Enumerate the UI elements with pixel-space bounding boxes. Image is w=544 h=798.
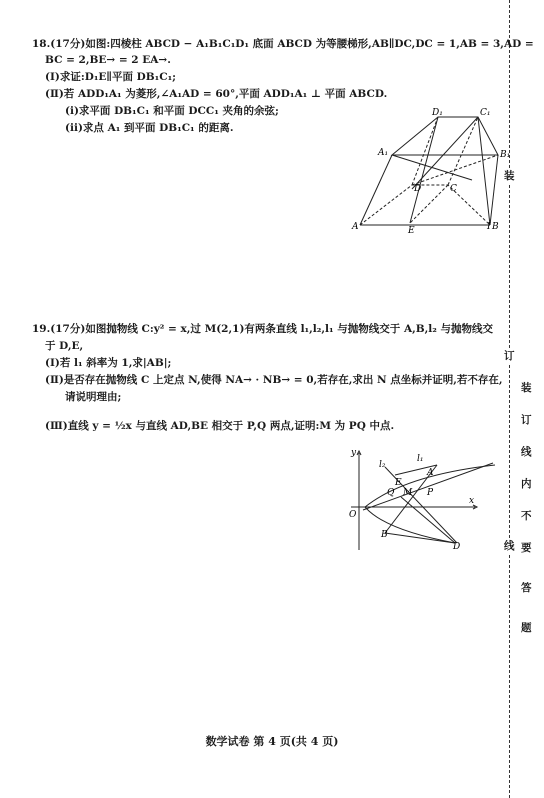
label-M: M <box>403 488 413 498</box>
label-A: A <box>352 222 359 232</box>
label-B: B <box>381 530 388 540</box>
parabola-figure <box>345 445 505 555</box>
label-l1: l₁ <box>417 454 424 464</box>
label-P: P <box>427 488 434 498</box>
q18-part2ii: (ⅱ)求点 A₁ 到平面 DB₁C₁ 的距离. <box>65 122 234 134</box>
q18-part1: (Ⅰ)求证:D₁E∥平面 DB₁C₁; <box>45 71 177 83</box>
q18-line1: 18.(17分)如图:四棱柱 ABCD − A₁B₁C₁D₁ 底面 ABCD 为等腰梯形,AB∥DC,DC = 1,AB = 3,AD = <box>32 38 534 50</box>
q18-part2i: (ⅰ)求平面 DB₁C₁ 和平面 DCC₁ 夹角的余弦; <box>65 105 279 117</box>
sidebar-char-6: 要 <box>521 542 532 554</box>
q19-part1: (Ⅰ)若 l₁ 斜率为 1,求|AB|; <box>45 357 172 369</box>
q19-part3: (Ⅲ)直线 y = ½x 与直线 AD,BE 相交于 P,Q 两点,证明:M 为 PQ 中点. <box>45 420 395 432</box>
label-D: D <box>453 542 461 552</box>
sidebar-char-1: 装 <box>521 382 532 394</box>
q19-part2b: 请说明理由; <box>65 391 122 403</box>
edge-char-2: 订 <box>504 350 515 362</box>
sidebar-char-4: 内 <box>521 478 532 490</box>
edge-char-3: 线 <box>504 540 515 552</box>
sidebar-char-5: 不 <box>521 510 532 522</box>
label-B: B <box>492 222 499 232</box>
label-Q: Q <box>387 488 395 498</box>
q19-line2: 于 D,E, <box>45 340 84 352</box>
label-B-mark: I <box>487 222 491 232</box>
edge-char-1: 装 <box>504 170 515 182</box>
prism-figure <box>350 105 510 235</box>
sidebar-char-7: 答 <box>521 582 532 594</box>
label-A1: A₁ <box>378 148 389 158</box>
sidebar-char-3: 线 <box>521 446 532 458</box>
sidebar-char-8: 题 <box>521 622 532 634</box>
label-E: E <box>408 226 415 235</box>
page-footer: 数学试卷 第 4 页(共 4 页) <box>205 735 339 748</box>
label-O: O <box>349 510 357 520</box>
q19-part2: (Ⅱ)是否存在抛物线 C 上定点 N,使得 NA→ · NB→ = 0,若存在,求出 N 点坐标并证明,若不存在, <box>45 374 503 386</box>
label-C: C <box>450 184 457 194</box>
label-y: y <box>351 448 357 458</box>
label-D: D <box>414 184 422 194</box>
label-A: A <box>427 468 434 478</box>
sidebar-char-2: 订 <box>521 414 532 426</box>
label-D1: D₁ <box>432 108 443 118</box>
q18-line2: BC = 2,BE→ = 2 EA→. <box>45 54 171 66</box>
label-C1: C₁ <box>480 108 491 118</box>
q18-part2: (Ⅱ)若 ADD₁A₁ 为菱形,∠A₁AD = 60°,平面 ADD₁A₁ ⊥ 平面 ABCD. <box>45 88 388 100</box>
label-l2: l₂ <box>379 460 386 470</box>
label-E: E <box>395 478 402 488</box>
label-x: x <box>469 496 475 506</box>
label-B1: B₁ <box>500 150 510 160</box>
q19-line1: 19.(17分)如图抛物线 C:y² = x,过 M(2,1)有两条直线 l₁,l₂,l₁ 与抛物线交于 A,B,l₂ 与抛物线交 <box>32 323 494 335</box>
